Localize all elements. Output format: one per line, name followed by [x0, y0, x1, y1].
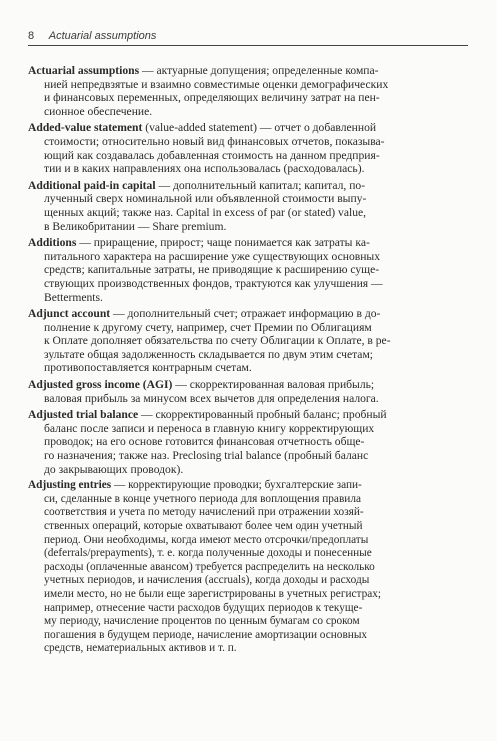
- entry-line: соответствия и учета по методу начислений при отражении хозяй-: [44, 506, 364, 519]
- entry-first-line: [28, 179, 470, 193]
- entry-term: Added-value statement: [28, 121, 143, 135]
- glossary-entry: [28, 121, 470, 175]
- entry-line: в Великобритании — Share premium.: [44, 219, 227, 233]
- entry-line: ствующих производственных фондов, трактуются как улучшения —: [44, 276, 383, 290]
- entry-definition-start: — дополнительный счет; отражает информацию в до-: [110, 307, 381, 321]
- entry-term: Additions: [28, 236, 77, 250]
- entry-line: валовая прибыль за минусом всех вычетов для определения налога.: [44, 391, 379, 405]
- entry-line: противопоставляется контрарным счетам.: [44, 361, 252, 375]
- running-title: Actuarial assumptions: [48, 30, 157, 42]
- entry-line: средств, нематериальных активов и т. п.: [44, 642, 237, 655]
- glossary-entry: [28, 179, 470, 233]
- entry-line: полнение к другому счету, например, счет Премии по Облигациям: [44, 320, 372, 334]
- glossary-entry: [28, 307, 470, 375]
- entry-line: и финансовых переменных, определяющих величину затрат на пен-: [44, 91, 380, 105]
- entry-line: ственных операций, которые охватывают более чем один учетный: [44, 520, 363, 532]
- entry-first-line: [28, 307, 470, 321]
- glossary-entry: [28, 479, 470, 656]
- entry-term: Additional paid-in capital: [28, 178, 156, 192]
- entry-line: стоимости; относительно новый вид финансовых отчетов, показыва-: [44, 134, 385, 148]
- entry-line: погашения в будущем периоде, начисление амортизации основных: [44, 628, 368, 641]
- entry-line: проводок; на его основе готовится финансовая отчетность обще-: [44, 435, 365, 449]
- entry-term: Adjusting entries: [28, 479, 112, 492]
- entry-first-line: [28, 479, 470, 493]
- entry-term: Adjusted gross income (AGI): [28, 378, 173, 392]
- entry-first-line: [28, 408, 470, 422]
- entry-definition-start: (value-added statement) — отчет о добавленной: [142, 121, 377, 135]
- glossary-body: [28, 64, 470, 659]
- entry-line: щенных акций; также наз. Capital in excess of par (or stated) value,: [44, 205, 367, 219]
- entry-first-line: [28, 378, 470, 392]
- entry-line: расходы (оплаченные авансом) требуется распределить на несколько: [44, 560, 375, 573]
- entry-line: к Оплате дополняет обязательства по счету Облигации к Оплате, в ре-: [44, 334, 391, 348]
- entry-line: баланс после записи и переноса в главную книгу корректирующих: [44, 421, 375, 435]
- entry-first-line: [28, 121, 470, 135]
- glossary-entry: [28, 64, 470, 118]
- entry-line: учетных периодов, и начисления (accruals), когда доходы и расходы: [44, 574, 370, 587]
- entry-term: Adjusted trial balance: [28, 408, 139, 422]
- entry-line: имели место, но не были еще зарегистрированы в учетных регистрах;: [44, 587, 382, 600]
- page-number: 8: [28, 30, 35, 42]
- entry-line: период. Они необходимы, когда имеют место отсрочки/предоплаты: [44, 533, 369, 546]
- entry-line: нией непредвзятые и взаимно совместимые оценки демографических: [44, 77, 389, 91]
- entry-line: си, сделанные в конце учетного периода для воплощения правила: [44, 492, 361, 505]
- entry-first-line: [28, 236, 470, 250]
- entry-definition-start: — скорректированная валовая прибыль;: [172, 378, 375, 392]
- entry-line: го назначения; также наз. Preclosing trial balance (пробный баланс: [44, 449, 369, 463]
- glossary-entry: [28, 236, 470, 304]
- entry-definition-start: — актуарные допущения; определенные компа-: [139, 64, 379, 77]
- entry-line: ющий как создавалась добавленная стоимость на данном предприя-: [44, 148, 380, 162]
- entry-first-line: [28, 64, 470, 78]
- entry-definition-start: — скорректированный пробный баланс; пробный: [138, 408, 387, 422]
- entry-line: средств; капитальные затраты, не приводящие к расширению суще-: [44, 263, 380, 277]
- glossary-entry: [28, 408, 470, 476]
- entry-line: (deferrals/prepayments), т. е. когда полученные доходы и понесенные: [44, 547, 372, 560]
- entry-line: тии и в каких направлениях она использовалась (расходовалась).: [44, 162, 365, 176]
- entry-line: му периоду, начисление процентов по ценным бумагам со сроком: [44, 615, 360, 628]
- glossary-entry: [28, 378, 470, 405]
- entry-line: например, отнесение части расходов будущих периодов к текуще-: [44, 601, 363, 614]
- running-header: [28, 30, 468, 46]
- entry-line: лученный сверх номинальной или объявленной стоимости выпу-: [44, 192, 367, 206]
- entry-line: сионное обеспечение.: [44, 104, 153, 118]
- entry-definition-start: — приращение, прирост; чаще понимается как затраты ка-: [76, 236, 370, 250]
- entry-line: питального характера на расширение уже существующих основных: [44, 249, 381, 263]
- entry-definition-start: — дополнительный капитал; капитал, по-: [155, 178, 366, 192]
- entry-term: Actuarial assumptions: [28, 64, 140, 77]
- entry-line: до закрывающих проводок).: [44, 462, 184, 476]
- entry-definition-start: — корректирующие проводки; бухгалтерские запи-: [111, 479, 362, 492]
- entry-line: зультате общая задолженность складывается по двум этим счетам;: [44, 347, 374, 361]
- entry-term: Adjunct account: [28, 307, 111, 321]
- entry-line: Betterments.: [44, 290, 103, 304]
